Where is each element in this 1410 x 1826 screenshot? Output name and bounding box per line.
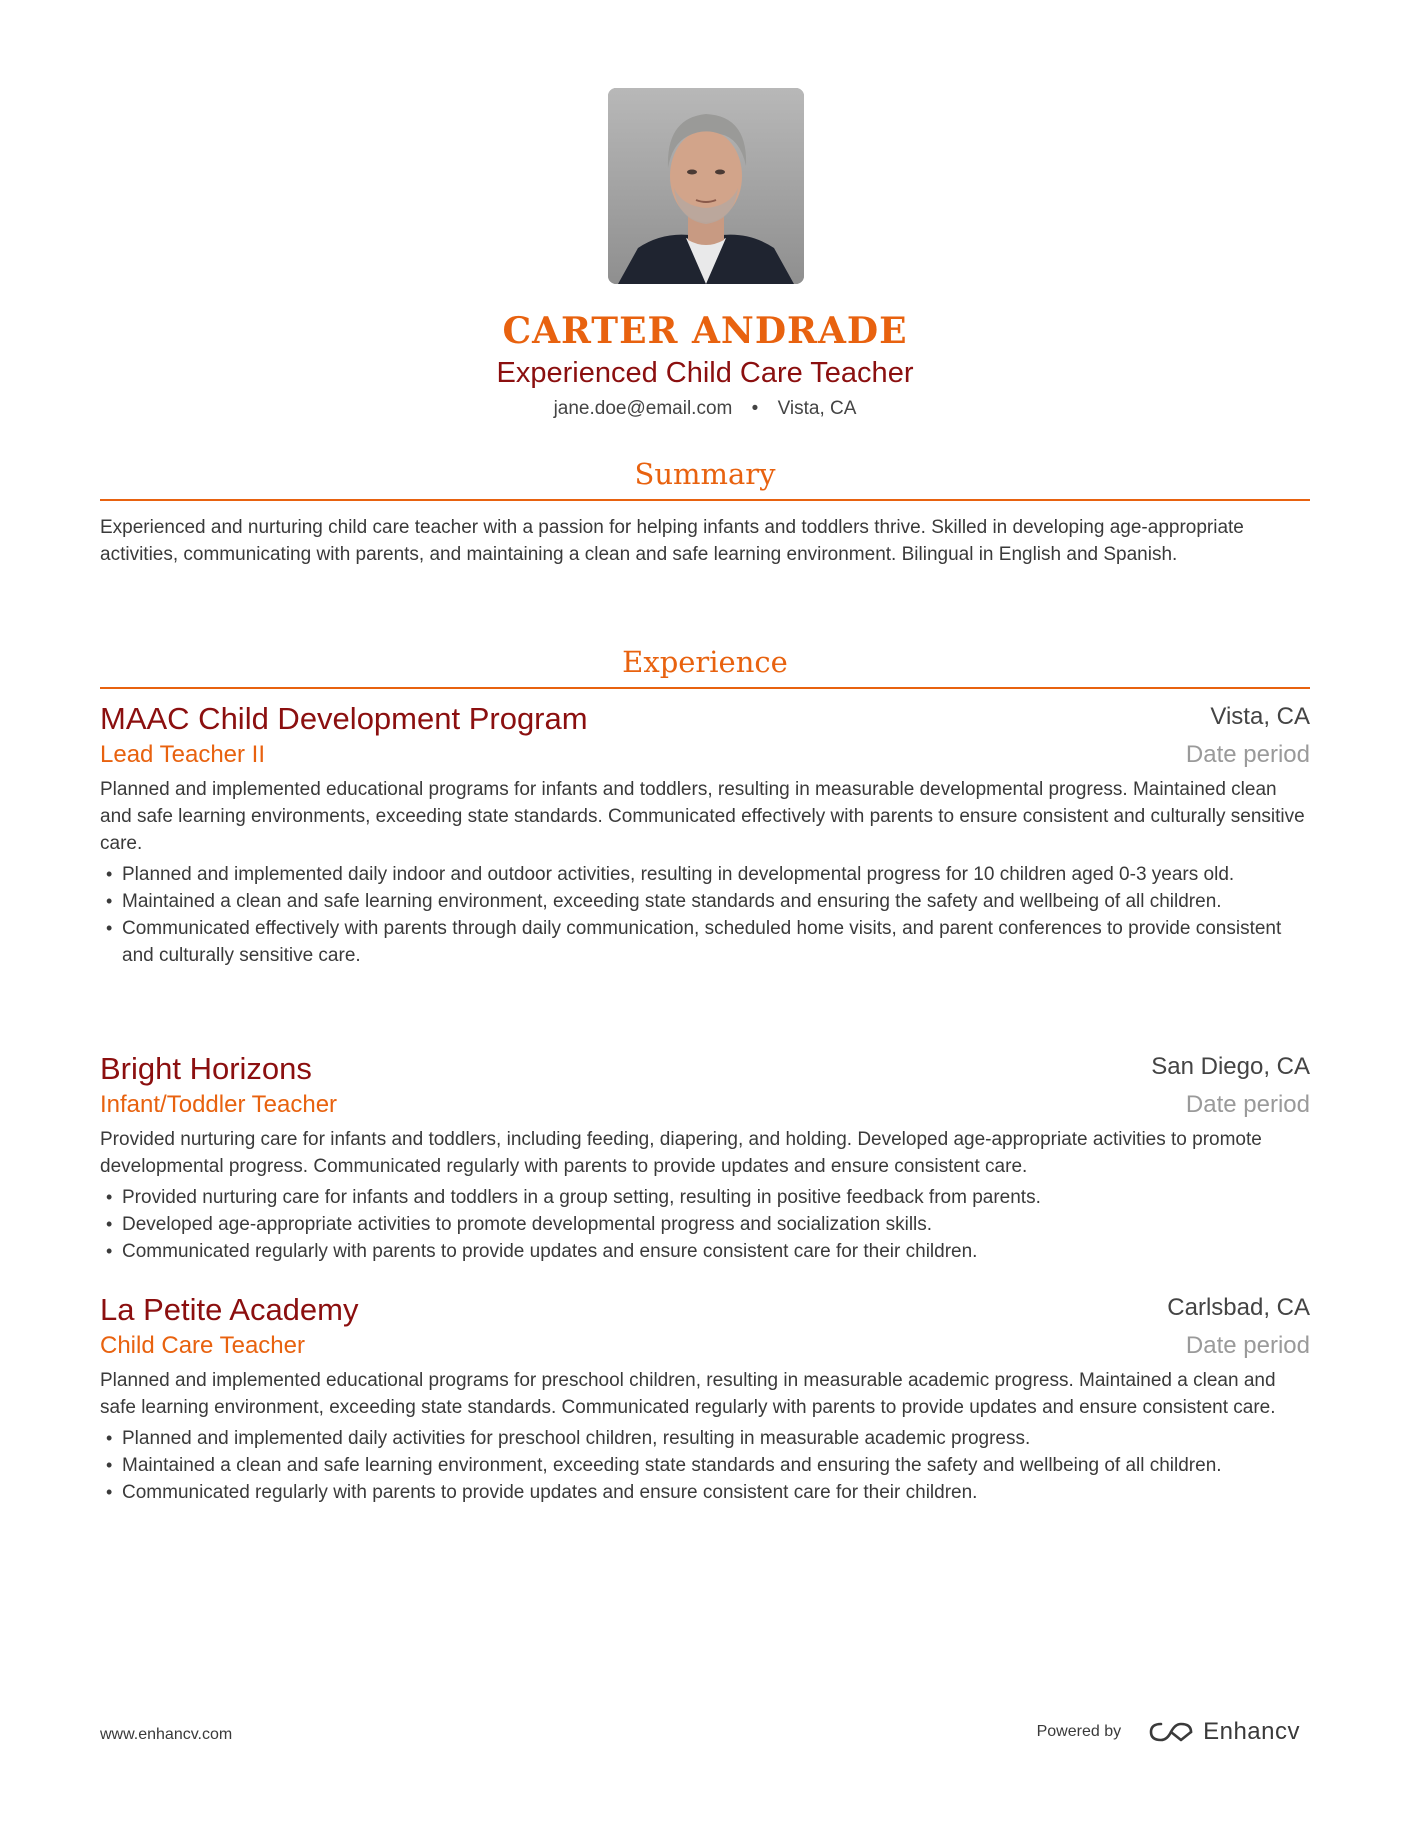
contact-line: [100, 396, 1310, 422]
summary-heading: Summary: [634, 457, 776, 491]
bullet-item: • Planned and implemented daily indoor and outdoor activities, resulting in developmental progress for 10 children aged 0-3 years old.: [100, 861, 1310, 888]
company-name: MAAC Child Development Program: [100, 701, 588, 736]
contact-separator: •: [751, 398, 759, 419]
job-role: Child Care Teacher: [100, 1332, 305, 1359]
powered-by-text: Powered by: [1036, 1723, 1122, 1740]
job-bullets: [100, 1425, 1310, 1506]
bullet-item: • Developed age-appropriate activities to promote developmental progress and socialization skills.: [100, 1211, 1310, 1238]
candidate-title: Experienced Child Care Teacher: [496, 357, 914, 389]
job-location: San Diego, CA: [1151, 1053, 1310, 1080]
email-link[interactable]: jane.doe@email.com: [553, 398, 733, 419]
bullet-item: • Maintained a clean and safe learning environment, exceeding state standards and ensuring the safety and wellbeing of all children.: [100, 1452, 1310, 1479]
job-role: Infant/Toddler Teacher: [100, 1091, 338, 1118]
footer-website-link[interactable]: www.enhancv.com: [100, 1726, 233, 1743]
summary-text: Experienced and nurturing child care teacher with a passion for helping infants and toddlers thrive. Skilled in developing age-appropriate activities, communicating with parents, and maintaining a clean and safe learning environment. Bilingual in English and Spanish.: [100, 517, 1244, 565]
summary-divider: [100, 499, 1310, 501]
company-name: Bright Horizons: [100, 1051, 312, 1086]
job-description: Provided nurturing care for infants and toddlers, including feeding, diapering, and holding. Developed age-appropriate activities to promote developmental progress. Communicated regularly with parents to provide updates and ensure consistent care.: [100, 1129, 1262, 1177]
resume-header: [100, 308, 1310, 422]
experience-heading: Experience: [622, 645, 788, 679]
company-name: La Petite Academy: [100, 1292, 359, 1327]
experience-divider: [100, 687, 1310, 689]
enhancv-logo-icon: [1147, 1719, 1195, 1745]
brand-name[interactable]: Enhancv: [1203, 1718, 1300, 1745]
job-description: Planned and implemented educational programs for preschool children, resulting in measurable academic progress. Maintained a clean and safe learning environment, exceeding state standards. Communicated regularly with parents to provide updates and ensure consistent care.: [100, 1370, 1276, 1418]
bullet-item: • Provided nurturing care for infants and toddlers in a group setting, resulting in positive feedback from parents.: [100, 1184, 1310, 1211]
experience-item: [100, 1291, 1310, 1506]
candidate-name: CARTER ANDRADE: [502, 310, 908, 352]
bullet-item: • Communicated regularly with parents to provide updates and ensure consistent care for their children.: [100, 1479, 1310, 1506]
bullet-item: • Communicated regularly with parents to provide updates and ensure consistent care for their children.: [100, 1238, 1310, 1265]
job-bullets: [100, 861, 1310, 969]
job-role: Lead Teacher II: [100, 741, 266, 768]
job-date: Date period: [1185, 1332, 1310, 1359]
job-date: Date period: [1185, 1091, 1310, 1118]
job-date: Date period: [1185, 741, 1310, 768]
job-location: Vista, CA: [1210, 703, 1310, 730]
footer-brand: [1037, 1718, 1300, 1746]
experience-item: [100, 1050, 1310, 1265]
location-text: Vista, CA: [777, 398, 857, 419]
bullet-item: • Maintained a clean and safe learning environment, exceeding state standards and ensuring the safety and wellbeing of all children.: [100, 888, 1310, 915]
bullet-item: • Planned and implemented daily activities for preschool children, resulting in measurable academic progress.: [100, 1425, 1310, 1452]
job-location: Carlsbad, CA: [1167, 1294, 1310, 1321]
job-description: Planned and implemented educational programs for infants and toddlers, resulting in measurable developmental progress. Maintained clean and safe learning environments, exceeding state standards. Communicated effectively with parents to ensure consistent and culturally sensitive care.: [100, 779, 1305, 854]
profile-photo: [608, 88, 804, 284]
job-bullets: [100, 1184, 1310, 1265]
experience-item: [100, 700, 1310, 969]
portrait-image: [608, 88, 804, 284]
bullet-item: • Communicated effectively with parents through daily communication, scheduled home visits, and parent conferences to provide consistent and culturally sensitive care.: [100, 915, 1310, 969]
